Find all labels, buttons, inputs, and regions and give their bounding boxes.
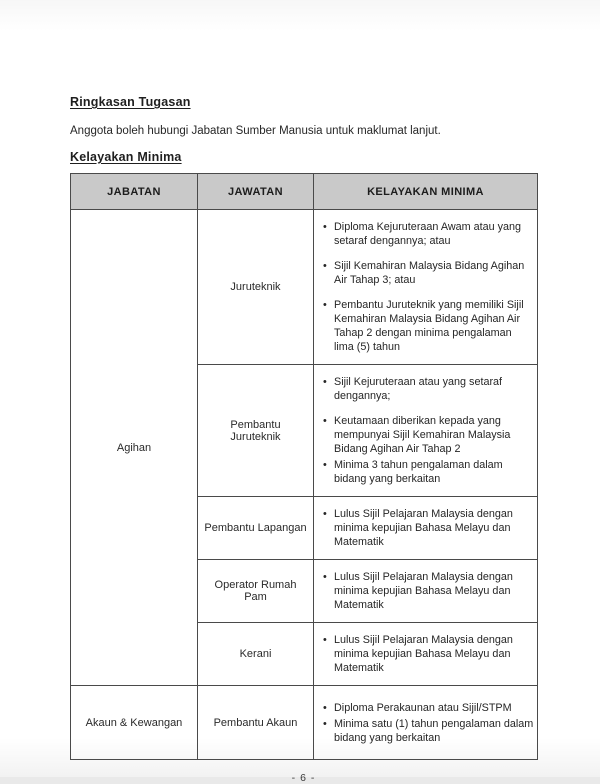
kelayakan-list (322, 375, 534, 486)
section-heading-ringkasan-tugasan: Ringkasan Tugasan (70, 95, 191, 109)
jawatan-cell-kerani: Kerani (198, 623, 314, 686)
bullet-item: • Sijil Kejuruteraan atau yang setaraf dengannya; (322, 375, 534, 403)
bullet-item: • Pembantu Juruteknik yang memiliki Sijil Kemahiran Malaysia Bidang Agihan Air Tahap 2 dengan minima pengalaman lima (5) tahun (322, 298, 534, 354)
kelayakan-cell (314, 210, 538, 365)
jabatan-cell-akaun-kewangan: Akaun & Kewangan (71, 686, 198, 760)
table-row (71, 210, 538, 365)
table-header-row (71, 174, 538, 210)
column-header-jawatan: JAWATAN (198, 174, 314, 210)
kelayakan-cell (314, 365, 538, 497)
kelayakan-cell (314, 686, 538, 760)
kelayakan-list (322, 220, 534, 354)
bullet-item: • Minima satu (1) tahun pengalaman dalam bidang yang berkaitan (322, 717, 534, 745)
bullet-item: • Lulus Sijil Pelajaran Malaysia dengan minima kepujian Bahasa Melayu dan Matematik (322, 507, 534, 549)
bullet-item: • Lulus Sijil Pelajaran Malaysia dengan minima kepujian Bahasa Melayu dan Matematik (322, 570, 534, 612)
jawatan-cell-pembantu-lapangan: Pembantu Lapangan (198, 497, 314, 560)
bullet-item: • Diploma Perakaunan atau Sijil/STPM (322, 701, 534, 715)
kelayakan-list (322, 507, 534, 549)
kelayakan-cell (314, 560, 538, 623)
column-header-kelayakan-minima: KELAYAKAN MINIMA (314, 174, 538, 210)
jawatan-cell-pembantu-juruteknik: Pembantu Juruteknik (198, 365, 314, 497)
jawatan-cell-juruteknik: Juruteknik (198, 210, 314, 365)
bullet-item: • Sijil Kemahiran Malaysia Bidang Agihan Air Tahap 3; atau (322, 259, 534, 287)
kelayakan-list (322, 701, 534, 745)
kelayakan-cell (314, 497, 538, 560)
intro-paragraph: Anggota boleh hubungi Jabatan Sumber Manusia untuk maklumat lanjut. (70, 125, 441, 137)
bullet-item: • Diploma Kejuruteraan Awam atau yang setaraf dengannya; atau (322, 220, 534, 248)
bullet-item: • Lulus Sijil Pelajaran Malaysia dengan minima kepujian Bahasa Melayu dan Matematik (322, 633, 534, 675)
kelayakan-list (322, 633, 534, 675)
jawatan-cell-pembantu-akaun: Pembantu Akaun (198, 686, 314, 760)
column-header-jabatan: JABATAN (71, 174, 198, 210)
bullet-item: • Keutamaan diberikan kepada yang mempunyai Sijil Kemahiran Malaysia Bidang Agihan Air Tahap 2 (322, 414, 534, 456)
section-heading-kelayakan-minima: Kelayakan Minima (70, 150, 182, 164)
page-number: - 6 - (291, 772, 316, 784)
qualification-table (70, 173, 538, 760)
kelayakan-list (322, 570, 534, 612)
kelayakan-cell (314, 623, 538, 686)
bullet-item: • Minima 3 tahun pengalaman dalam bidang yang berkaitan (322, 458, 534, 486)
jawatan-cell-operator-rumah-pam: Operator Rumah Pam (198, 560, 314, 623)
jabatan-cell-agihan: Agihan (71, 210, 198, 686)
table-row (71, 686, 538, 760)
